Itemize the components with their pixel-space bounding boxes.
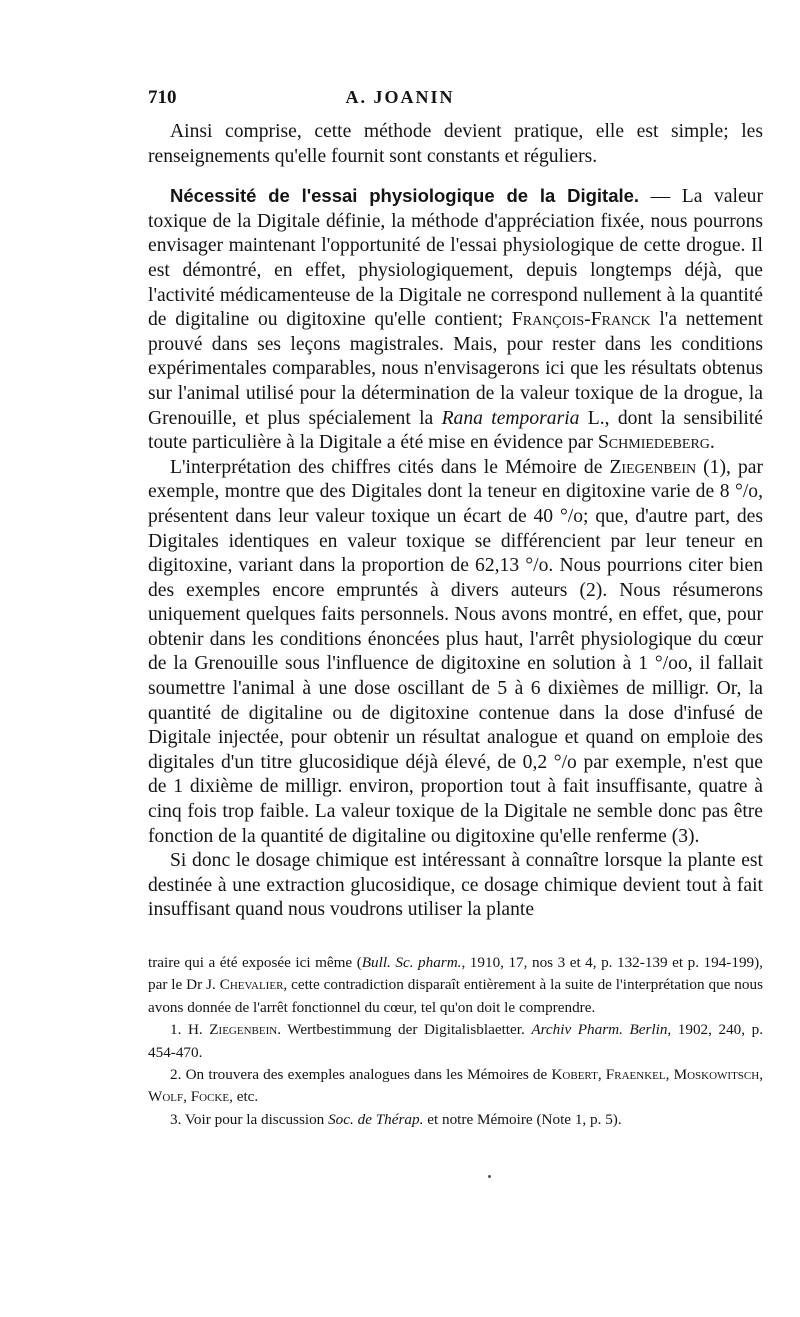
paragraph-method-summary: Ainsi comprise, cette méthode devient pratique, elle est simple; les renseignements qu'elle fournit sont constants et réguliers. <box>148 121 763 167</box>
footnote-text: , cette contradiction disparaît entièrement à la suite de l'interprétation que nous avons donnée de l'arrêt fonctionnel du cœur, tel qu'on doit le comprendre. <box>148 976 763 1016</box>
page-number: 710 <box>148 87 177 108</box>
paragraph-text: — La valeur toxique de la Digitale définie, la méthode d'appréciation fixée, nous pourrons envisager maintenant l'opportunité de l'essai physiologique de cette drogue. Il est démontré, en effet, physiologiquement, depuis longtemps déjà, que l'activité médicamenteuse de la Digitale ne correspond nullement à la quantité de digitaline ou digitoxine qu'elle contient; <box>148 186 763 331</box>
paragraph-text: L'interprétation des chiffres cités dans le Mémoire de <box>170 456 610 478</box>
footnote-number: 1. <box>170 1021 188 1039</box>
section-heading: Nécessité de l'essai physiologique de la Digitale. <box>170 185 640 207</box>
paragraph-chemical-dosage: Si donc le dosage chimique est intéressant à connaître lorsque la plante est destinée à une extraction glucosidique, ce dosage chimique devient tout à fait insuffisant quand nous voudrons utiliser la plante <box>148 850 763 921</box>
paragraph-text: . <box>709 432 715 454</box>
footnote-text: . Wertbestimmung der Digitalisblaetter. <box>277 1021 532 1039</box>
paragraph-text: , par exemple, montre que des Digitales dont la teneur en digitoxine varie de 8 °/o, présentent dans leur valeur toxique un écart de 40 °/o; que, d'autre part, des Digitales identiques en valeur toxique se différencient par leur teneur en digitoxine, variant dans la proportion de 62,13 °/o. Nous pourrions citer bien des exemples encore empruntés à divers auteurs <box>148 456 763 601</box>
journal-title: Archiv Pharm. Berlin <box>531 1021 668 1039</box>
footnote-text: On trouvera des exemples analogues dans les Mémoires de <box>185 1066 552 1084</box>
footnote-text: , 1902, 240, p. 454-470. <box>148 1021 763 1061</box>
author-name: Chevalier <box>219 976 284 994</box>
article-body <box>148 120 763 923</box>
author-name: Ziegenbein <box>609 456 697 478</box>
author-name: Schmiedeberg <box>597 432 710 454</box>
author-names: Kobert, Fraenkel, Moskowitsch, Wolf, Focke <box>148 1066 763 1106</box>
print-speck <box>488 1175 491 1178</box>
footnote-1 <box>148 1019 763 1064</box>
footnote-ref: (2) <box>579 579 603 601</box>
footnote-text: , etc. <box>229 1088 259 1106</box>
footnote-text: traire qui a été exposée ici même ( <box>148 954 362 971</box>
running-author: A. JOANIN <box>345 87 455 107</box>
running-head <box>0 87 800 113</box>
journal-title: Bull. Sc. pharm. <box>361 954 462 971</box>
paragraph-physiological-test <box>148 184 763 456</box>
journal-title: Soc. de Thérap. <box>328 1110 424 1128</box>
paragraph-text: L., dont la sensibilité toute particulière à la Digitale a été mise en évidence par <box>148 407 763 454</box>
footnote-ref: (3) <box>671 825 695 847</box>
footnote-number: 3. <box>170 1110 185 1128</box>
footnote-continued <box>148 952 763 1019</box>
footnote-3 <box>148 1109 763 1131</box>
species-name: Rana temporaria <box>441 407 580 429</box>
footnote-text: , 1910, 17, nos 3 et 4, p. 132-139 et p. 194-199), par le Dr J. <box>148 954 763 994</box>
paragraph-text: l'a nettement prouvé dans ses leçons magistrales. Mais, pour rester dans les conditions expérimentales comparables, nous n'envisagerons ici que les résultats obtenus sur l'animal utilisé pour la détermination de la valeur toxique de la drogue, la Grenouille, et plus spécialement la <box>148 309 763 429</box>
footnotes <box>148 952 763 1131</box>
paragraph-text: . <box>694 825 700 847</box>
author-name: François-Franck <box>511 309 651 331</box>
footnote-2 <box>148 1064 763 1109</box>
footnote-text: H. <box>187 1021 210 1039</box>
footnote-text: et notre Mémoire (Note 1, p. 5). <box>423 1110 622 1128</box>
footnote-number: 2. <box>170 1066 186 1084</box>
footnote-ref: (1) <box>696 456 727 478</box>
paragraph-text: . Nous résumerons uniquement quelques faits personnels. Nous avons montré, en effet, que, pour obtenir dans les conditions énoncées plus haut, l'arrêt physiologique du cœur de la Grenouille sous l'influence de digitoxine en solution à 1 °/oo, il fallait soumettre l'animal à une dose oscillant de 5 à 6 dixièmes de milligr. Or, la quantité de digitaline ou de digitoxine contenue dans la dose d'infusé de Digitale injectée, pour obtenir un résultat analogue et quand on emploie des digitales d'un titre glucosidique déjà élevé, de 0,2 °/o par exemple, n'est que de 1 dixième de milligr. environ, proportion tout à fait insuffisante, quatre à cinq fois trop faible. La valeur toxique de la Digitale ne semble donc pas être fonction de la quantité de digitaline ou digitoxine qu'elle renferme <box>148 579 764 847</box>
footnote-text: Voir pour la discussion <box>184 1110 329 1128</box>
paragraph-interpretation <box>148 456 763 850</box>
author-name: Ziegenbein <box>209 1021 278 1039</box>
